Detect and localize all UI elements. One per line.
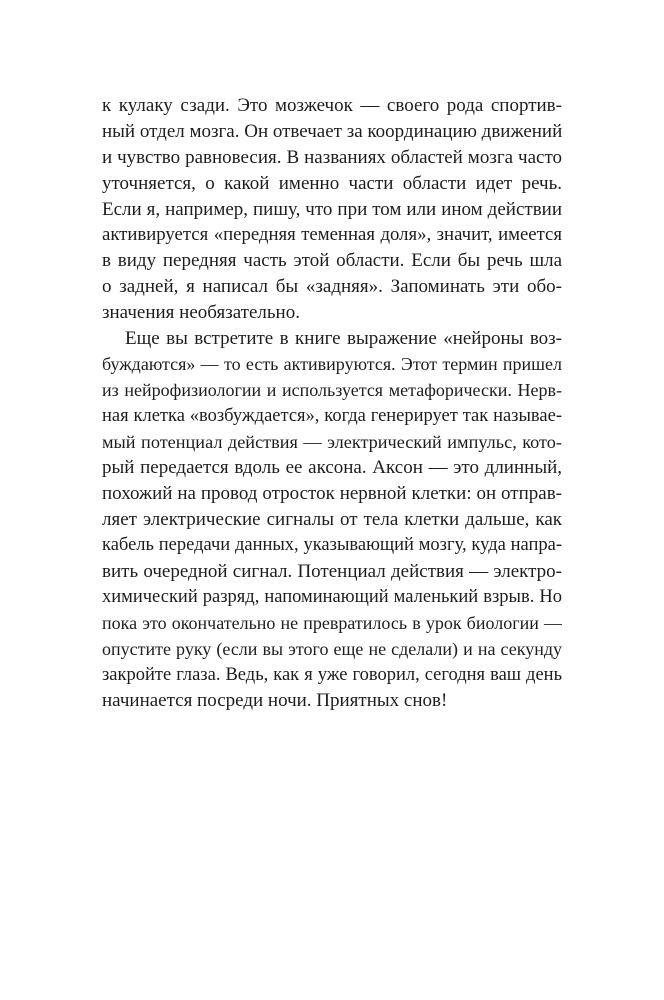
- text-line: мый потенциал действия — электрический импульс, кото-: [102, 431, 562, 452]
- text-line: буждаются» — то есть активируются. Этот термин пришел: [102, 353, 562, 374]
- text-line: уточняется, о какой именно части области идет речь.: [102, 172, 562, 194]
- text-line: опустите руку (если вы этого еще не сделали) и на секунду: [102, 638, 562, 659]
- paragraph-1: [102, 93, 562, 326]
- text-line: ный отдел мозга. Он отвечает за координацию движений: [102, 120, 562, 142]
- text-line: рый передается вдоль ее аксона. Аксон — это длинный,: [102, 457, 562, 479]
- text-line: ная клетка «возбуждается», когда генерирует так называе-: [102, 405, 562, 426]
- text-line: в виду передняя часть этой области. Если бы речь шла: [102, 250, 562, 272]
- page-body: [102, 93, 562, 714]
- text-line: кабель передачи данных, указывающий мозгу, куда напра-: [102, 535, 562, 556]
- text-line: значения необязательно.: [102, 302, 300, 324]
- text-line: к кулаку сзади. Это мозжечок — своего рода спортив-: [102, 95, 562, 116]
- text-line: химический разряд, напоминающий маленький взрыв. Но: [102, 586, 562, 607]
- text-line: и чувство равновесия. В названиях областей мозга часто: [102, 146, 562, 168]
- text-line: Если я, например, пишу, что при том или ином действии: [102, 198, 562, 220]
- text-line: о задней, я написал бы «задняя». Запоминать эти обо-: [102, 276, 562, 298]
- text-line: Еще вы встретите в книге выражение «нейроны воз-: [125, 328, 562, 350]
- text-line: похожий на провод отросток нервной клетки: он отправ-: [102, 483, 562, 505]
- text-line: из нейрофизиологии и используется метафорически. Нерв-: [102, 379, 562, 400]
- text-line: начинается посреди ночи. Приятных снов!: [102, 690, 448, 712]
- text-line: пока это окончательно не превратилось в урок биологии —: [102, 612, 562, 633]
- text-line: ляет электрические сигналы от тела клетки дальше, как: [102, 509, 562, 531]
- paragraph-2: [102, 326, 562, 714]
- text-line: вить очередной сигнал. Потенциал действия — электро-: [102, 561, 562, 583]
- text-line: активируется «передняя теменная доля», значит, имеется: [102, 224, 562, 246]
- text-line: закройте глаза. Ведь, как я уже говорил, сегодня ваш день: [102, 664, 562, 685]
